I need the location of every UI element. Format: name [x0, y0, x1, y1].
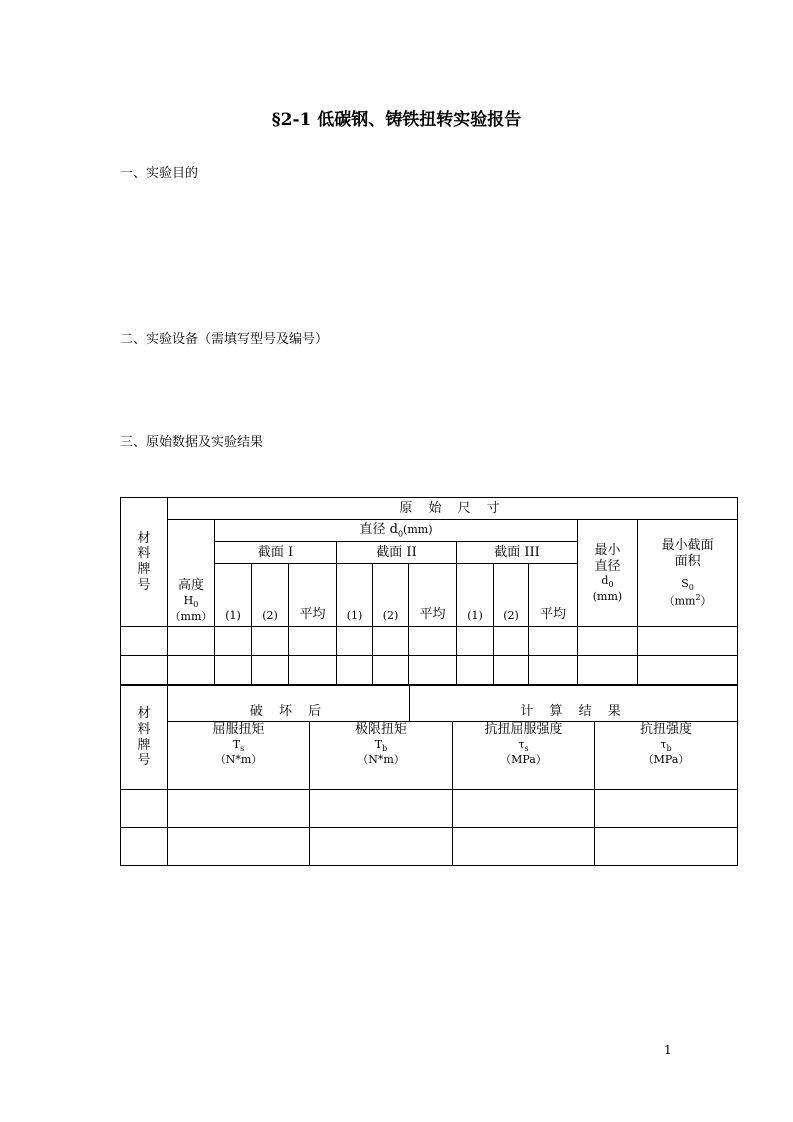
entry-cell[interactable]	[578, 656, 638, 685]
entry-cell[interactable]	[638, 627, 738, 656]
s1-col2: (2)	[252, 564, 289, 627]
entry-cell[interactable]	[215, 627, 252, 656]
entry-cell[interactable]	[595, 828, 738, 866]
table-row	[121, 627, 738, 656]
entry-cell[interactable]	[121, 627, 168, 656]
section-results: 三、原始数据及实验结果	[120, 435, 264, 450]
s3-col2: (2)	[494, 564, 529, 627]
entry-cell[interactable]	[578, 627, 638, 656]
torsional-yield-strength-header: 抗扭屈服强度 $\tau_s$ （MPa）	[453, 722, 595, 790]
table-row	[121, 656, 738, 685]
entry-cell[interactable]	[168, 656, 215, 685]
section-1-header: 截面 I	[215, 542, 337, 564]
entry-cell[interactable]	[252, 627, 289, 656]
entry-cell[interactable]	[457, 656, 494, 685]
s2-avg: 平均	[409, 564, 457, 627]
entry-cell[interactable]	[373, 627, 409, 656]
s2-col1: (1)	[337, 564, 373, 627]
entry-cell[interactable]	[453, 828, 595, 866]
s1-col1: (1)	[215, 564, 252, 627]
entry-cell[interactable]	[168, 790, 310, 828]
entry-cell[interactable]	[215, 656, 252, 685]
entry-cell[interactable]	[289, 627, 337, 656]
min-diameter-header: 最小 直径 $d_0$ (mm)	[578, 520, 638, 627]
ultimate-torque-header: 极限扭矩 $T_b$ （N*m）	[310, 722, 453, 790]
entry-cell[interactable]	[409, 656, 457, 685]
entry-cell[interactable]	[252, 656, 289, 685]
section-purpose: 一、实验目的	[120, 166, 199, 181]
entry-cell[interactable]	[494, 627, 529, 656]
entry-cell[interactable]	[168, 828, 310, 866]
entry-cell[interactable]	[121, 790, 168, 828]
entry-cell[interactable]	[453, 790, 595, 828]
s2-col2: (2)	[373, 564, 409, 627]
calc-result-header: 计 算 结 果	[410, 686, 738, 722]
diameter-header: 直径 $d_0(mm)$	[215, 520, 578, 542]
height-header: 高度 $H_0$ （mm）	[168, 520, 215, 627]
entry-cell[interactable]	[457, 627, 494, 656]
entry-cell[interactable]	[373, 656, 409, 685]
entry-cell[interactable]	[595, 790, 738, 828]
original-size-table	[120, 497, 738, 685]
entry-cell[interactable]	[168, 627, 215, 656]
entry-cell[interactable]	[529, 627, 578, 656]
section-2-header: 截面 II	[337, 542, 457, 564]
page-number: 1	[664, 1043, 672, 1057]
yield-torque-header: 屈服扭矩 $T_s$ （N*m）	[168, 722, 310, 790]
entry-cell[interactable]	[409, 627, 457, 656]
entry-cell[interactable]	[289, 656, 337, 685]
entry-cell[interactable]	[337, 656, 373, 685]
entry-cell[interactable]	[638, 656, 738, 685]
section-3-header: 截面 III	[457, 542, 578, 564]
min-area-header: 最小截面 面积 $S_0$ $(mm^2)$	[638, 520, 738, 627]
table-row	[121, 790, 738, 828]
original-size-header: 原 始 尺 寸	[168, 498, 738, 520]
s3-col1: (1)	[457, 564, 494, 627]
s1-avg: 平均	[289, 564, 337, 627]
entry-cell[interactable]	[310, 828, 453, 866]
entry-cell[interactable]	[310, 790, 453, 828]
entry-cell[interactable]	[529, 656, 578, 685]
entry-cell[interactable]	[121, 828, 168, 866]
entry-cell[interactable]	[337, 627, 373, 656]
s3-avg: 平均	[529, 564, 578, 627]
entry-cell[interactable]	[121, 656, 168, 685]
results-table	[120, 685, 738, 866]
torsional-strength-header: 抗扭强度 $\tau_b$ （MPa）	[595, 722, 738, 790]
table-row	[121, 828, 738, 866]
material-grade-header: 材 料 牌 号	[121, 498, 168, 627]
section-equipment: 二、实验设备（需填写型号及编号）	[120, 332, 329, 347]
entry-cell[interactable]	[494, 656, 529, 685]
after-break-header: 破 坏 后	[168, 686, 410, 722]
report-title: §2-1 低碳钢、铸铁扭转实验报告	[271, 110, 522, 130]
material-grade-header-2: 材 料 牌 号	[121, 686, 168, 790]
